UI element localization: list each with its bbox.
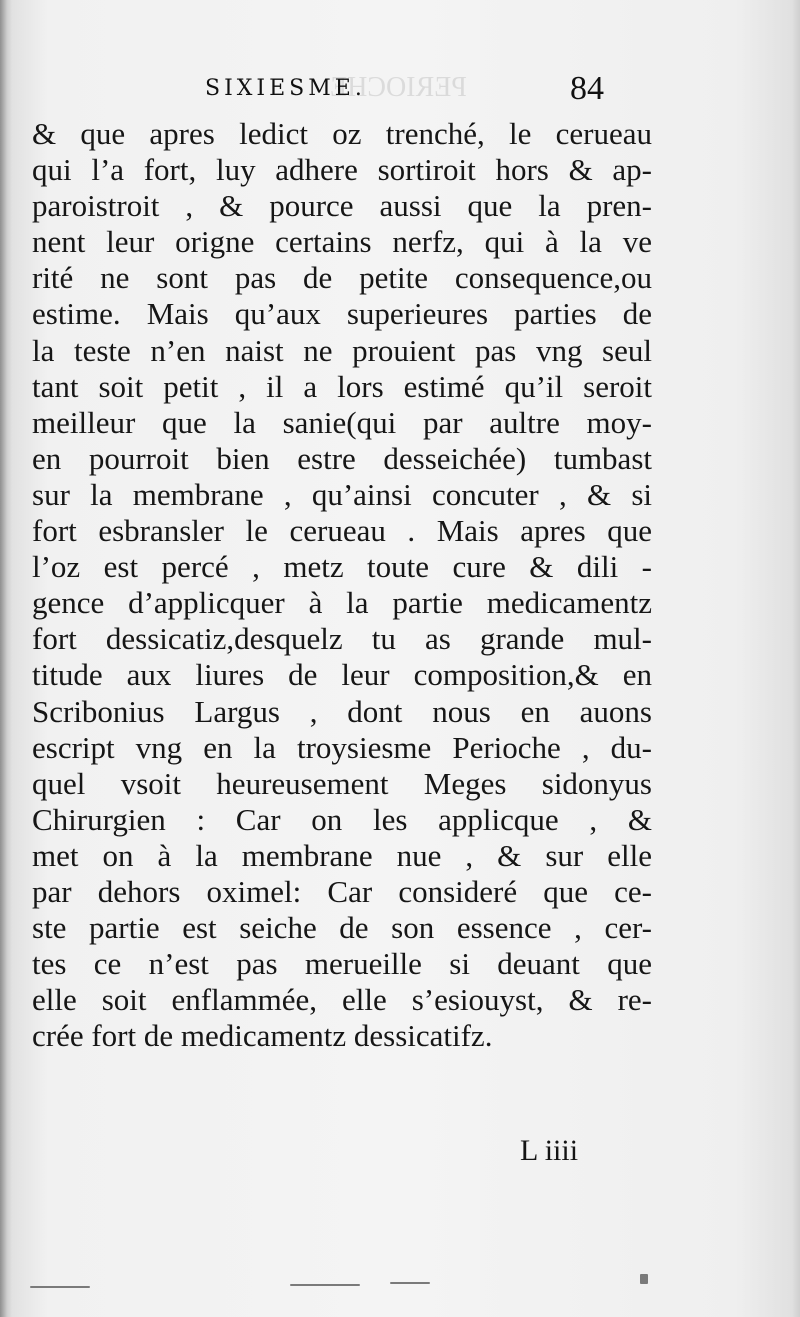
text-line: fort dessicatiz,desquelz tu as grande mul- — [32, 621, 652, 657]
bleed-through-top: PERIOCHE — [330, 72, 467, 103]
speck — [640, 1274, 648, 1284]
speck — [290, 1284, 360, 1286]
body-text — [32, 116, 652, 1054]
paper-specks — [30, 1272, 770, 1302]
gutter-shadow — [0, 0, 12, 1317]
page-number: 84 — [570, 70, 604, 107]
text-line: met on à la membrane nue , & sur elle — [32, 837, 652, 873]
signature-mark: L iiii — [520, 1134, 579, 1167]
text-line: la teste n’en naist ne prouient pas vng seul — [32, 332, 652, 368]
text-line: rité ne sont pas de petite consequence,ou — [32, 260, 652, 296]
speck — [390, 1282, 430, 1284]
text-line: paroistroit , & pource aussi que la pren- — [32, 188, 652, 224]
text-line: meilleur que la sanie(qui par aultre moy- — [32, 404, 652, 440]
text-line: l’oz est percé , metz toute cure & dili - — [32, 549, 652, 585]
text-line: nent leur origne certains nerfz, qui à la ve — [32, 224, 652, 260]
text-line: Chirurgien : Car on les applicque , & — [32, 801, 652, 837]
text-line: tes ce n’est pas merueille si deuant que — [32, 946, 652, 982]
text-line: titude aux liures de leur composition,& en — [32, 657, 652, 693]
text-line: en pourroit bien estre desseichée) tumbast — [32, 440, 652, 476]
text-line: crée fort de medicamentz dessicatifz. — [32, 1018, 493, 1054]
edge-shade — [792, 0, 800, 1317]
text-line: ste partie est seiche de son essence , cer- — [32, 910, 652, 946]
text-line: fort esbransler le cerueau . Mais apres que — [32, 513, 652, 549]
text-line: qui l’a fort, luy adhere sortiroit hors & ap- — [32, 152, 652, 188]
text-line: gence d’applicquer à la partie medicamentz — [32, 585, 652, 621]
text-line: & que apres ledict oz trenché, le cerueau — [32, 116, 652, 151]
text-line: escript vng en la troysiesme Perioche , du- — [32, 729, 652, 765]
text-line: quel vsoit heureusement Meges sidonyus — [32, 765, 652, 801]
text-line: par dehors oximel: Car consideré que ce- — [32, 873, 652, 909]
text-line: tant soit petit , il a lors estimé qu’il seroit — [32, 368, 652, 404]
running-title: SIXIESME. — [205, 76, 366, 101]
running-head — [0, 70, 800, 110]
text-line: sur la membrane , qu’ainsi concuter , & si — [32, 476, 652, 512]
text-line: estime. Mais qu’aux superieures parties de — [32, 296, 652, 332]
text-line: Scribonius Largus , dont nous en auons — [32, 693, 652, 729]
speck — [30, 1286, 90, 1288]
text-line: elle soit enflammée, elle s’esiouyst, & re- — [32, 982, 652, 1018]
